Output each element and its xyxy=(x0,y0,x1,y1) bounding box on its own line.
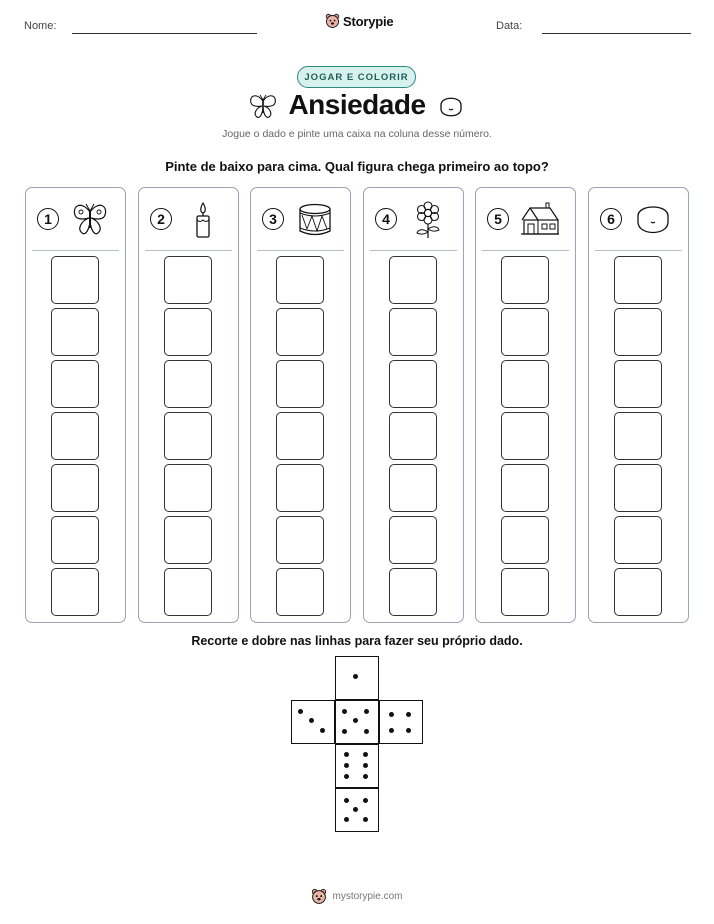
die-pip xyxy=(389,728,394,733)
column-header xyxy=(589,188,688,250)
column-header xyxy=(251,188,350,250)
column-divider xyxy=(370,250,457,251)
die-pip xyxy=(363,752,368,757)
color-box[interactable] xyxy=(164,412,212,460)
flower-icon xyxy=(408,200,448,240)
color-box[interactable] xyxy=(614,256,662,304)
color-box[interactable] xyxy=(389,412,437,460)
date-line xyxy=(542,33,691,34)
die-pip xyxy=(363,817,368,822)
butterfly-icon xyxy=(70,200,110,240)
die-face-1 xyxy=(335,656,379,700)
column-header xyxy=(476,188,575,250)
color-box[interactable] xyxy=(389,516,437,564)
color-box[interactable] xyxy=(51,256,99,304)
drum-icon xyxy=(295,200,335,240)
color-box[interactable] xyxy=(614,464,662,512)
color-box[interactable] xyxy=(276,516,324,564)
die-pip xyxy=(344,798,349,803)
column-divider xyxy=(482,250,569,251)
die-pip xyxy=(344,752,349,757)
column-1 xyxy=(25,187,126,623)
color-box[interactable] xyxy=(51,516,99,564)
name-label: Nome: xyxy=(24,20,57,32)
color-box[interactable] xyxy=(389,256,437,304)
column-number: 2 xyxy=(150,208,172,230)
color-box[interactable] xyxy=(501,516,549,564)
date-label: Data: xyxy=(496,20,523,32)
color-box[interactable] xyxy=(276,256,324,304)
die-face-5 xyxy=(335,788,379,832)
game-instruction: Pinte de baixo para cima. Qual figura chega primeiro ao topo? xyxy=(165,159,549,174)
column-number: 3 xyxy=(262,208,284,230)
color-box[interactable] xyxy=(164,568,212,616)
column-number: 5 xyxy=(487,208,509,230)
color-box[interactable] xyxy=(389,568,437,616)
die-pip xyxy=(320,728,325,733)
color-box[interactable] xyxy=(501,360,549,408)
column-divider xyxy=(32,250,119,251)
column-5 xyxy=(475,187,576,623)
column-4 xyxy=(363,187,464,623)
die-face-3 xyxy=(291,700,335,744)
column-6 xyxy=(588,187,689,623)
color-box[interactable] xyxy=(164,516,212,564)
color-box[interactable] xyxy=(276,308,324,356)
die-pip xyxy=(309,718,314,723)
color-box[interactable] xyxy=(614,568,662,616)
subtitle: Jogue o dado e pinte uma caixa na coluna desse número. xyxy=(222,128,492,140)
column-number: 6 xyxy=(600,208,622,230)
color-box[interactable] xyxy=(51,308,99,356)
column-header xyxy=(139,188,238,250)
column-header xyxy=(364,188,463,250)
die-pip xyxy=(344,817,349,822)
color-box[interactable] xyxy=(501,412,549,460)
footer xyxy=(0,888,714,905)
color-box[interactable] xyxy=(276,568,324,616)
color-box[interactable] xyxy=(164,256,212,304)
color-box[interactable] xyxy=(614,308,662,356)
color-box[interactable] xyxy=(501,256,549,304)
column-number: 4 xyxy=(375,208,397,230)
logo-text: Storypie xyxy=(343,13,394,29)
column-3 xyxy=(250,187,351,623)
die-pip xyxy=(353,718,358,723)
column-header xyxy=(26,188,125,250)
color-box[interactable] xyxy=(389,464,437,512)
color-box[interactable] xyxy=(614,360,662,408)
die-pip xyxy=(363,763,368,768)
color-box[interactable] xyxy=(389,308,437,356)
die-pip xyxy=(342,709,347,714)
page-title: Ansiedade xyxy=(288,89,426,120)
storypie-logo xyxy=(325,13,393,29)
color-box[interactable] xyxy=(51,360,99,408)
die-pip xyxy=(363,798,368,803)
die-pip xyxy=(344,774,349,779)
die-pip xyxy=(406,712,411,717)
die-face-5 xyxy=(335,700,379,744)
footer-link[interactable]: mystorypie.com xyxy=(332,891,403,902)
name-line xyxy=(72,33,257,34)
face-icon xyxy=(437,93,465,121)
die-pip xyxy=(364,709,369,714)
die-pip xyxy=(353,674,358,679)
die-pip xyxy=(298,709,303,714)
die-pip xyxy=(406,728,411,733)
die-face-4 xyxy=(379,700,423,744)
die-instruction: Recorte e dobre nas linhas para fazer seu próprio dado. xyxy=(191,634,523,648)
column-divider xyxy=(145,250,232,251)
die-face-6 xyxy=(335,744,379,788)
color-box[interactable] xyxy=(164,308,212,356)
color-box[interactable] xyxy=(276,412,324,460)
color-box[interactable] xyxy=(276,360,324,408)
color-box[interactable] xyxy=(51,568,99,616)
candle-icon xyxy=(183,200,223,240)
activity-badge: JOGAR E COLORIR xyxy=(297,66,416,88)
column-divider xyxy=(257,250,344,251)
bear-logo-icon xyxy=(311,888,327,905)
die-pip xyxy=(342,729,347,734)
color-box[interactable] xyxy=(501,464,549,512)
die-pip xyxy=(389,712,394,717)
color-box[interactable] xyxy=(164,360,212,408)
face-icon xyxy=(633,200,673,240)
color-box[interactable] xyxy=(389,360,437,408)
color-box[interactable] xyxy=(614,412,662,460)
color-box[interactable] xyxy=(51,412,99,460)
die-pip xyxy=(353,807,358,812)
die-pip xyxy=(344,763,349,768)
color-box[interactable] xyxy=(501,568,549,616)
column-divider xyxy=(595,250,682,251)
column-2 xyxy=(138,187,239,623)
color-box[interactable] xyxy=(501,308,549,356)
die-pip xyxy=(364,729,369,734)
column-number: 1 xyxy=(37,208,59,230)
color-box[interactable] xyxy=(276,464,324,512)
color-box[interactable] xyxy=(164,464,212,512)
color-box[interactable] xyxy=(614,516,662,564)
die-pip xyxy=(363,774,368,779)
color-box[interactable] xyxy=(51,464,99,512)
house-icon xyxy=(520,200,560,240)
bear-logo-icon xyxy=(325,13,340,29)
